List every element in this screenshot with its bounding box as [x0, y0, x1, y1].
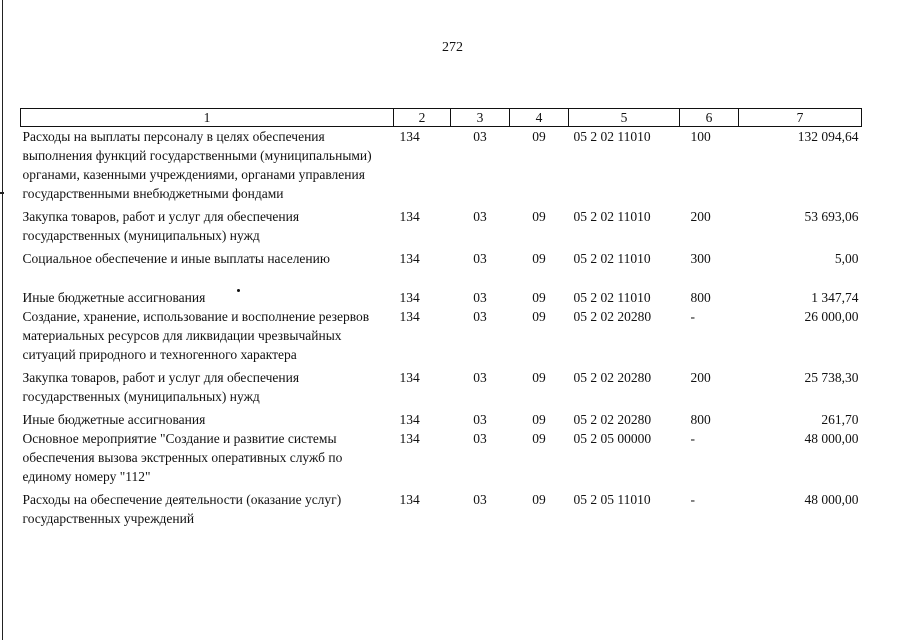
row-col-7: 53 693,06 — [804, 209, 859, 224]
left-margin-rule — [2, 0, 3, 640]
margin-mark — [0, 192, 4, 194]
row-col-3: 03 — [473, 209, 487, 224]
row-col-7: 5,00 — [834, 251, 859, 266]
row-col-7: 25 738,30 — [804, 370, 859, 385]
table-row — [21, 368, 862, 410]
row-col-2: 134 — [399, 129, 420, 144]
row-col-7: 26 000,00 — [804, 309, 859, 324]
row-col-6: 300 — [690, 251, 711, 266]
table-row — [21, 127, 862, 208]
row-name: Основное мероприятие "Создание и развитие системы обеспечения вызова экстренных оперативных служб по единому номеру "112" — [22, 431, 343, 484]
row-col-3: 03 — [473, 412, 487, 427]
row-col-3: 03 — [473, 290, 487, 305]
row-col-2: 134 — [399, 431, 420, 446]
row-col-4: 09 — [532, 370, 546, 385]
row-col-4: 09 — [532, 251, 546, 266]
row-name: Иные бюджетные ассигнования — [22, 290, 206, 305]
budget-table — [20, 108, 862, 528]
row-col-4: 09 — [532, 290, 546, 305]
header-col-3: 3 — [451, 109, 510, 127]
header-col-7: 7 — [739, 109, 862, 127]
row-col-2: 134 — [399, 251, 420, 266]
row-col-6: - — [690, 492, 695, 507]
row-col-6: 200 — [690, 209, 711, 224]
row-col-7: 48 000,00 — [804, 431, 859, 446]
row-col-3: 03 — [473, 309, 487, 324]
row-col-3: 03 — [473, 492, 487, 507]
scan-speck — [237, 289, 240, 292]
row-col-5: 05 2 02 11010 — [573, 209, 651, 224]
row-col-4: 09 — [532, 431, 546, 446]
table-row — [21, 307, 862, 368]
row-col-6: 200 — [690, 370, 711, 385]
table-row — [21, 429, 862, 490]
row-col-7: 132 094,64 — [797, 129, 859, 144]
row-col-6: - — [690, 431, 695, 446]
row-col-6: 800 — [690, 412, 711, 427]
table-header-row — [21, 109, 862, 127]
row-col-7: 48 000,00 — [804, 492, 859, 507]
row-col-5: 05 2 02 20280 — [573, 309, 652, 324]
row-name: Закупка товаров, работ и услуг для обеспечения государственных (муниципальных) нужд — [22, 370, 300, 404]
table-row — [21, 249, 862, 288]
header-col-5: 5 — [569, 109, 680, 127]
row-col-4: 09 — [532, 492, 546, 507]
header-col-2: 2 — [394, 109, 451, 127]
row-col-5: 05 2 05 11010 — [573, 492, 651, 507]
row-col-3: 03 — [473, 251, 487, 266]
row-col-3: 03 — [473, 370, 487, 385]
row-col-2: 134 — [399, 290, 420, 305]
row-col-3: 03 — [473, 129, 487, 144]
row-col-5: 05 2 02 11010 — [573, 129, 651, 144]
row-col-7: 261,70 — [821, 412, 859, 427]
row-col-5: 05 2 02 11010 — [573, 251, 651, 266]
row-col-4: 09 — [532, 209, 546, 224]
row-col-2: 134 — [399, 209, 420, 224]
row-col-2: 134 — [399, 309, 420, 324]
row-col-6: - — [690, 309, 695, 324]
header-col-6: 6 — [680, 109, 739, 127]
table-row — [21, 288, 862, 307]
row-name: Социальное обеспечение и иные выплаты населению — [22, 251, 330, 266]
row-col-6: 100 — [690, 129, 711, 144]
row-col-2: 134 — [399, 412, 420, 427]
row-col-4: 09 — [532, 309, 546, 324]
row-name: Закупка товаров, работ и услуг для обеспечения государственных (муниципальных) нужд — [22, 209, 300, 243]
row-col-5: 05 2 05 00000 — [573, 431, 652, 446]
row-col-3: 03 — [473, 431, 487, 446]
page-number: 272 — [442, 40, 463, 55]
row-col-4: 09 — [532, 129, 546, 144]
row-col-6: 800 — [690, 290, 711, 305]
row-col-5: 05 2 02 11010 — [573, 290, 651, 305]
header-col-4: 4 — [510, 109, 569, 127]
row-col-5: 05 2 02 20280 — [573, 412, 652, 427]
table-row — [21, 207, 862, 249]
row-col-2: 134 — [399, 370, 420, 385]
table-row — [21, 490, 862, 528]
row-col-2: 134 — [399, 492, 420, 507]
row-name: Расходы на выплаты персоналу в целях обеспечения выполнения функций государственными (муниципальными) органами, казенными учреждениями, органами управления государственными внебюджетными фондами — [22, 129, 372, 201]
row-col-5: 05 2 02 20280 — [573, 370, 652, 385]
row-col-7: 1 347,74 — [811, 290, 859, 305]
header-col-1: 1 — [21, 109, 394, 127]
row-name: Расходы на обеспечение деятельности (оказание услуг) государственных учреждений — [22, 492, 342, 526]
table-row — [21, 410, 862, 429]
row-name: Создание, хранение, использование и восполнение резервов материальных ресурсов для ликвидации чрезвычайных ситуаций природного и техногенного характера — [22, 309, 370, 362]
row-name: Иные бюджетные ассигнования — [22, 412, 206, 427]
row-col-4: 09 — [532, 412, 546, 427]
